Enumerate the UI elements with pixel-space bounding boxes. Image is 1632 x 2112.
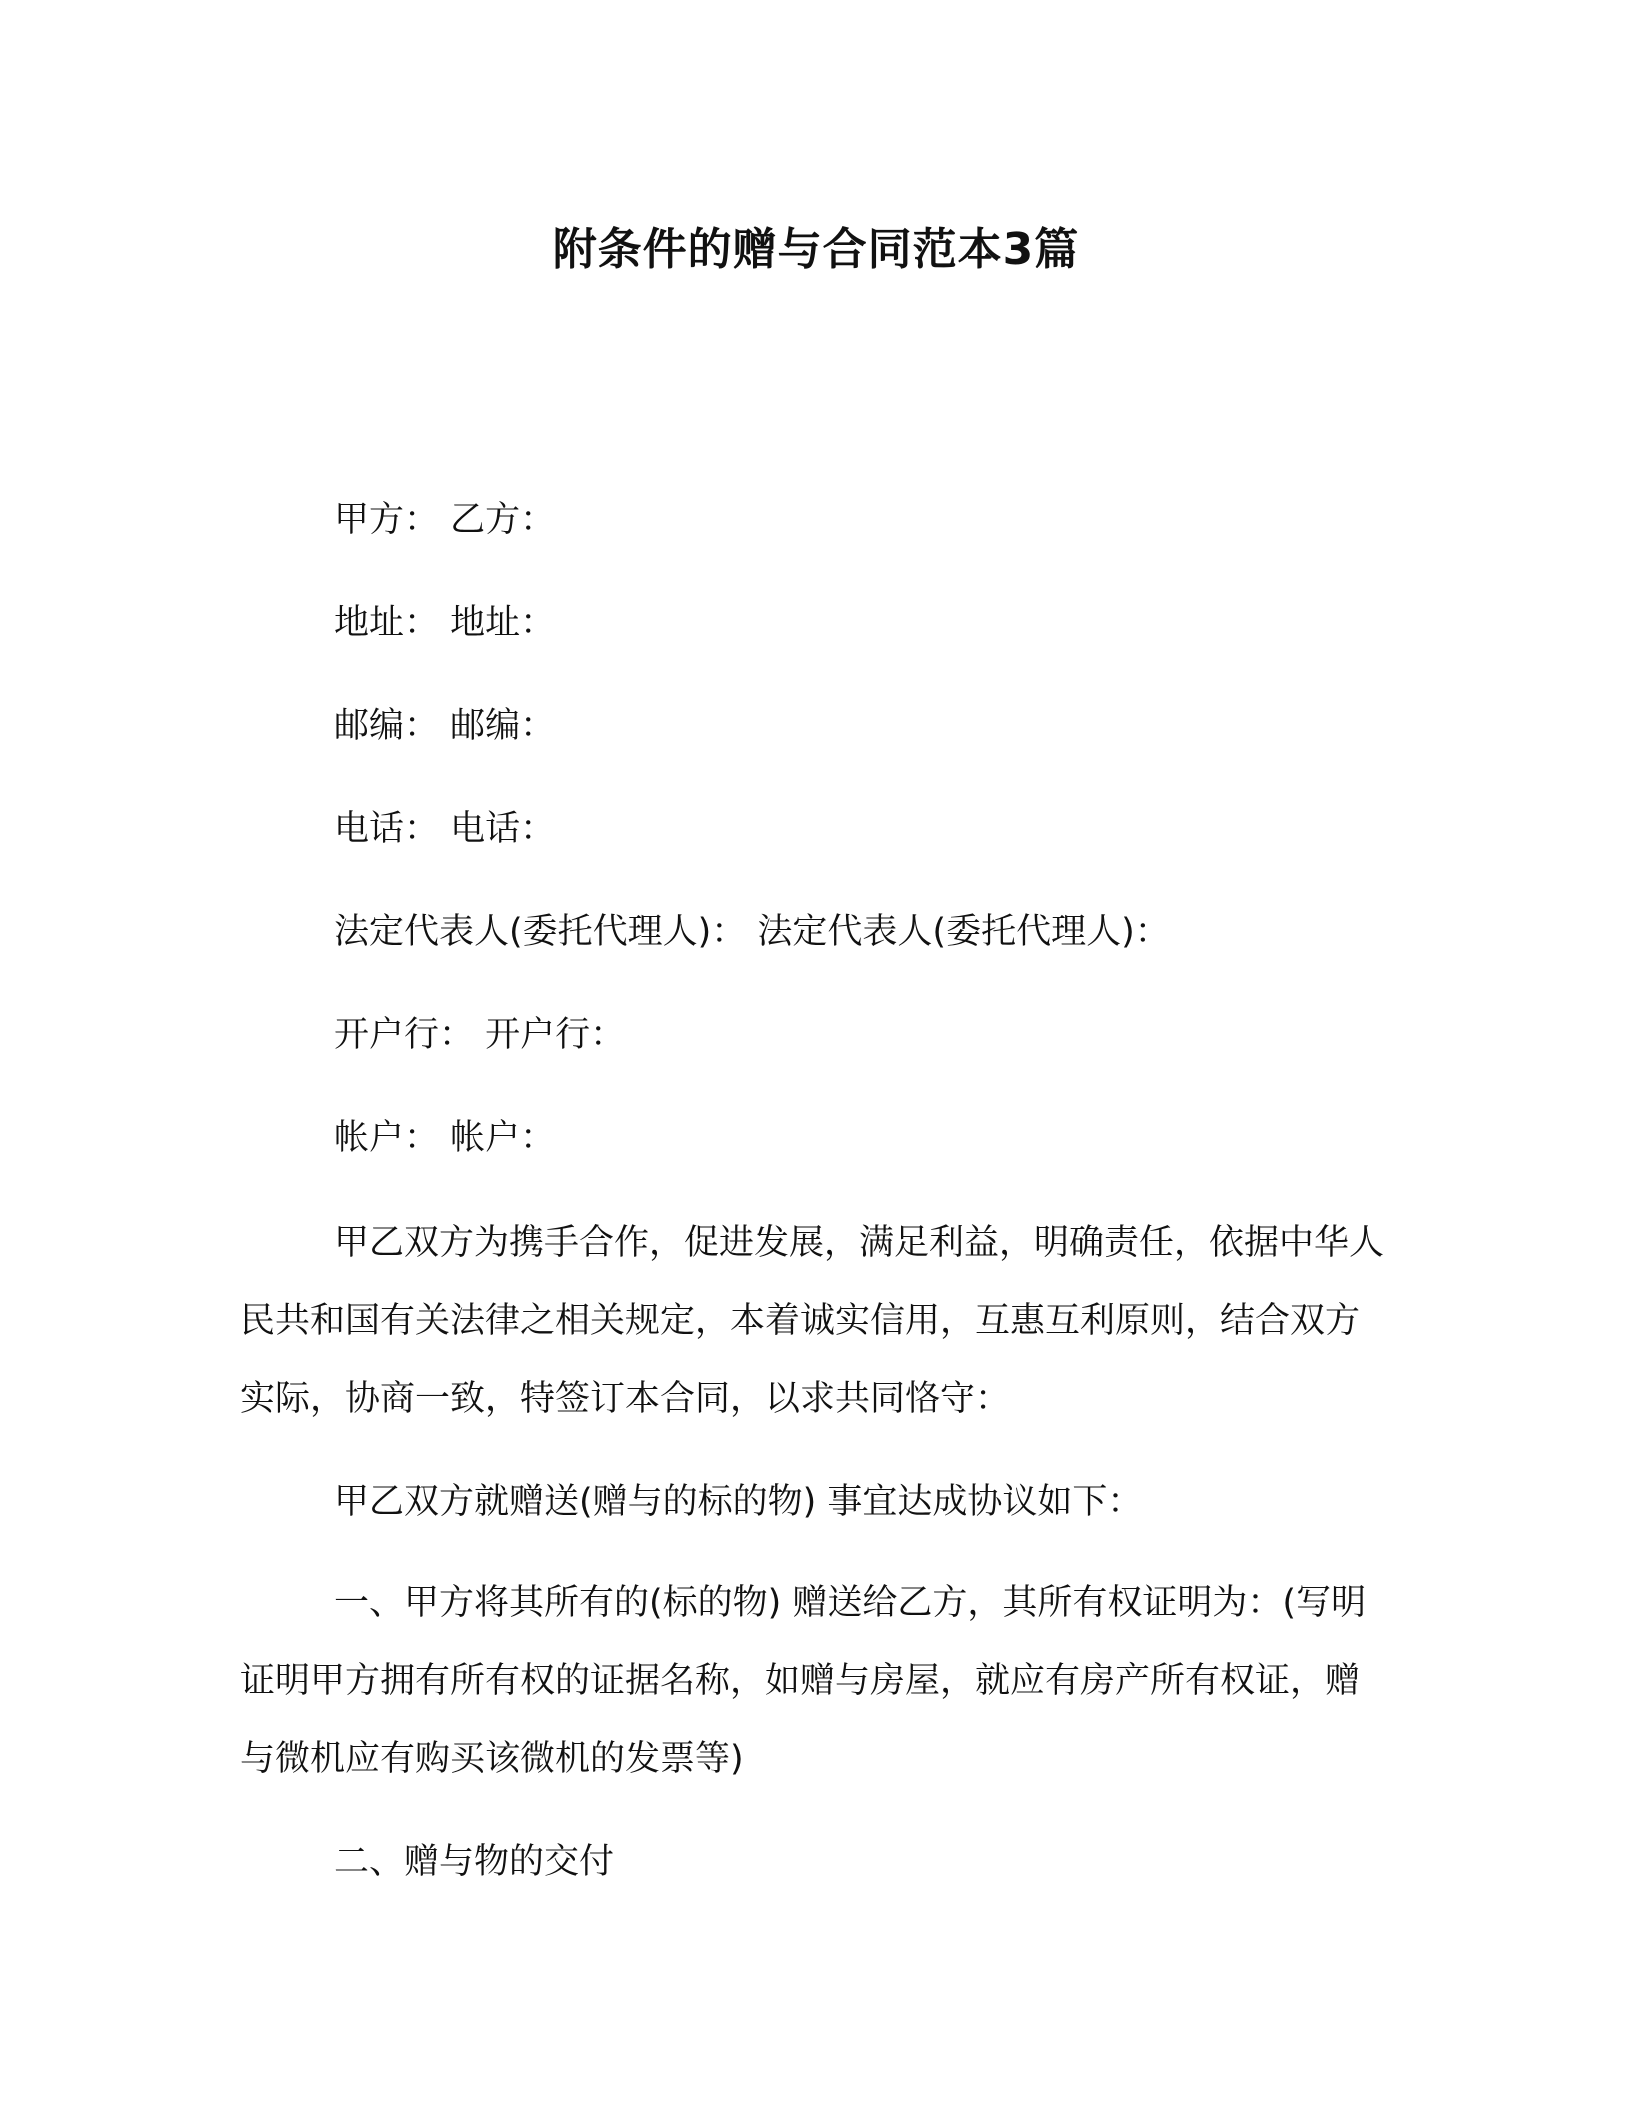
field-address-line: 地址： 地址： [334,603,556,643]
field-legal-representative-line: 法定代表人(委托代理人)： 法定代表人(委托代理人)： [334,912,1170,952]
field-account-line: 帐户： 帐户： [334,1118,556,1158]
field-postcode-line: 邮编： 邮编： [334,706,556,746]
paragraph-clause-two-heading: 二、赠与物的交付 [334,1842,615,1882]
field-bank-line: 开户行： 开户行： [334,1015,626,1055]
field-phone-line: 电话： 电话： [334,809,556,849]
paragraph-agreement-intro: 甲乙双方就赠送(赠与的标的物) 事宜达成协议如下： [334,1482,1143,1522]
paragraph-preamble: 甲乙双方为携手合作，促进发展，满足利益，明确责任，依据中华人民共和国有关法律之相关规定，本着诚实信用，互惠互利原则，结合双方实际，协商一致，特签订本合同，以求共同恪守： [240,1223,1385,1419]
document-title: 附条件的赠与合同范本3篇 [552,224,1080,275]
field-party-line: 甲方： 乙方： [334,500,556,540]
paragraph-clause-one: 一、甲方将其所有的(标的物) 赠送给乙方，其所有权证明为：(写明证明甲方拥有所有权的证据名称，如赠与房屋，就应有房产所有权证，赠与微机应有购买该微机的发票等) [240,1583,1367,1779]
